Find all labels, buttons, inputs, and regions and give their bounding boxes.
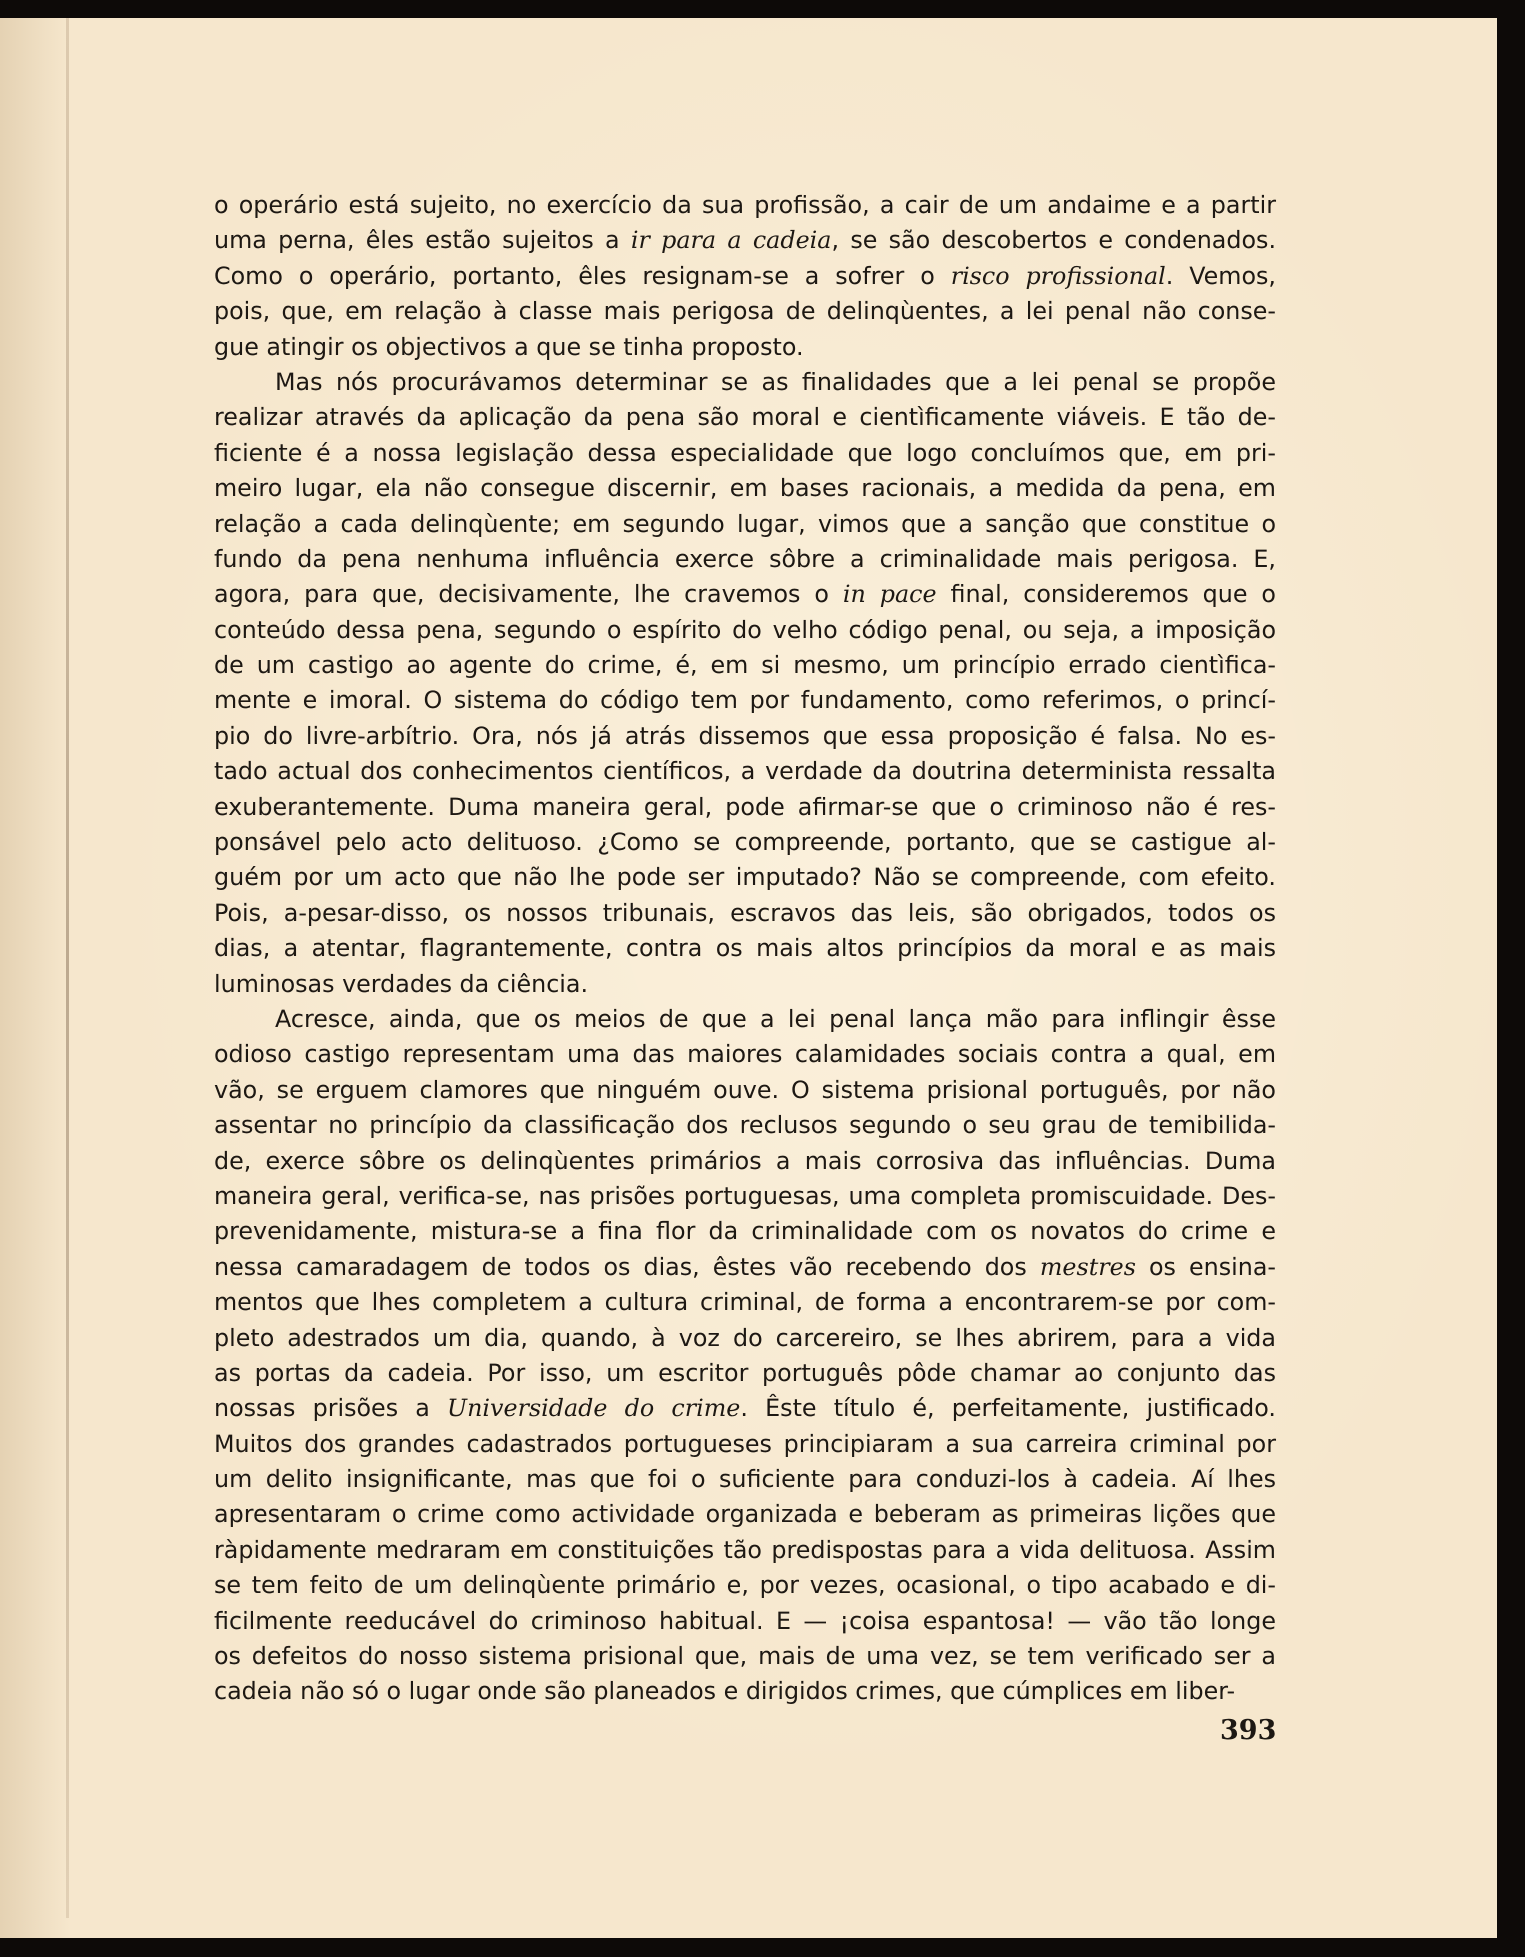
body-text: [214, 188, 1276, 1710]
text-line: [214, 542, 1276, 577]
text-run: os ensina-: [1135, 1252, 1276, 1281]
text-line: [214, 1073, 1276, 1108]
text-line: [214, 896, 1276, 931]
italic-phrase: Universidade do crime: [447, 1394, 741, 1423]
italic-phrase: ir para a cadeia: [630, 226, 832, 255]
text-run: nessa camaradagem de todos os dias, êstes vão recebendo dos: [214, 1252, 1040, 1281]
text-run: gue atingir os objectivos a que se tinha proposto.: [214, 332, 804, 361]
text-line: [214, 188, 1276, 223]
text-run: . Vemos,: [1165, 261, 1276, 290]
page-number: 393: [1220, 1715, 1277, 1746]
text-run: maneira geral, verifica-se, nas prisões portuguesas, uma completa promiscuidade. Des-: [214, 1181, 1276, 1210]
text-run: um delito insignificante, mas que foi o suficiente para conduzi-los à cadeia. Aí lhes: [214, 1465, 1276, 1494]
text-line: [214, 1427, 1276, 1462]
text-run: relação a cada delinqùente; em segundo lugar, vimos que a sanção que constitue o: [214, 509, 1276, 538]
text-run: os defeitos do nosso sistema prisional que, mais de uma vez, se tem verificado ser a: [214, 1642, 1276, 1671]
text-line: [214, 1179, 1276, 1214]
text-line: [214, 1321, 1276, 1356]
text-line: [214, 931, 1276, 966]
text-line: [214, 1285, 1276, 1320]
text-line: [214, 1497, 1276, 1532]
text-run: . Êste título é, perfeitamente, justificado.: [740, 1394, 1276, 1423]
text-run: fundo da pena nenhuma influência exerce sôbre a criminalidade mais perigosa. E,: [214, 544, 1276, 573]
text-run: odioso castigo representam uma das maiores calamidades sociais contra a qual, em: [214, 1040, 1276, 1069]
text-line: [214, 223, 1276, 258]
text-line: [214, 1250, 1276, 1285]
text-run: ponsável pelo acto delituoso. ¿Como se compreende, portanto, que se castigue al-: [214, 828, 1276, 857]
text-run: pois, que, em relação à classe mais perigosa de delinqùentes, a lei penal não conse-: [214, 297, 1276, 326]
text-line: [214, 648, 1276, 683]
text-run: o operário está sujeito, no exercício da sua profissão, a cair de um andaime e a partir: [214, 191, 1276, 219]
text-run: prevenidamente, mistura-se a fina flor da criminalidade com os novatos do crime e: [214, 1217, 1276, 1246]
text-line: [214, 1037, 1276, 1072]
text-line: [214, 1391, 1276, 1426]
text-line: [214, 1462, 1276, 1497]
italic-phrase: mestres: [1039, 1252, 1136, 1281]
text-run: Pois, a-pesar-disso, os nossos tribunais, escravos das leis, são obrigados, todos os: [214, 898, 1276, 927]
text-run: realizar através da aplicação da pena são moral e cientìficamente viáveis. E tão de-: [214, 403, 1276, 432]
text-run: meiro lugar, ela não consegue discernir, em bases racionais, a medida da pena, em: [214, 474, 1276, 503]
text-line: [214, 719, 1276, 754]
text-run: se tem feito de um delinqùente primário e, por vezes, ocasional, o tipo acabado e di-: [214, 1571, 1276, 1600]
text-line: [214, 825, 1276, 860]
italic-phrase: in pace: [842, 580, 937, 609]
text-run: mente e imoral. O sistema do código tem por fundamento, como referimos, o princí-: [214, 686, 1276, 715]
text-run: final, consideremos que o: [936, 580, 1276, 609]
text-run: vão, se erguem clamores que ninguém ouve. O sistema prisional português, por não: [214, 1075, 1276, 1104]
text-line: [214, 259, 1276, 294]
paragraph: [214, 188, 1276, 365]
text-run: Como o operário, portanto, êles resignam-se a sofrer o: [214, 261, 951, 290]
text-run: ràpidamente medraram em constituições tão predispostas para a vida delituosa. Assim: [214, 1535, 1276, 1564]
text-line: [214, 754, 1276, 789]
text-run: dias, a atentar, flagrantemente, contra os mais altos princípios da moral e as mais: [214, 934, 1276, 963]
text-run: apresentaram o crime como actividade organizada e beberam as primeiras lições que: [214, 1500, 1276, 1529]
text-line: [214, 1356, 1276, 1391]
text-line: [214, 1533, 1276, 1568]
text-run: as portas da cadeia. Por isso, um escritor português pôde chamar ao conjunto das: [214, 1358, 1276, 1387]
paragraph: [214, 365, 1276, 1002]
text-run: de, exerce sôbre os delinqùentes primários a mais corrosiva das influências. Duma: [214, 1146, 1276, 1175]
text-run: guém por um acto que não lhe pode ser imputado? Não se compreende, com efeito.: [214, 863, 1276, 892]
text-line: [214, 1604, 1276, 1639]
text-run: assentar no princípio da classificação dos reclusos segundo o seu grau de temibilida-: [214, 1111, 1276, 1140]
text-run: uma perna, êles estão sujeitos a: [214, 226, 631, 255]
text-line: [214, 683, 1276, 718]
text-run: Acresce, ainda, que os meios de que a lei penal lança mão para inflingir êsse: [275, 1004, 1276, 1033]
text-run: cadeia não só o lugar onde são planeados e dirigidos crimes, que cúmplices em liber-: [214, 1677, 1236, 1706]
text-run: agora, para que, decisivamente, lhe cravemos o: [214, 580, 843, 609]
text-run: Mas nós procurávamos determinar se as finalidades que a lei penal se propõe: [275, 367, 1276, 396]
text-line: [214, 400, 1276, 435]
text-line: [214, 365, 1276, 400]
text-run: exuberantemente. Duma maneira geral, pode afirmar-se que o criminoso não é res-: [214, 792, 1276, 821]
text-run: de um castigo ao agente do crime, é, em si mesmo, um princípio errado cientìfica-: [214, 651, 1276, 680]
text-line: [214, 1144, 1276, 1179]
text-run: ficilmente reeducável do criminoso habitual. E — ¡coisa espantosa! — vão tão longe: [214, 1606, 1276, 1635]
text-line: [214, 613, 1276, 648]
text-line: [214, 1568, 1276, 1603]
right-edge-shadow: [1497, 0, 1525, 1957]
text-line: [214, 330, 1276, 365]
text-line: [214, 1002, 1276, 1037]
text-run: ficiente é a nossa legislação dessa especialidade que logo concluímos que, em pri-: [214, 438, 1276, 467]
text-line: [214, 860, 1276, 895]
text-line: [214, 1674, 1276, 1709]
text-line: [214, 507, 1276, 542]
text-line: [214, 790, 1276, 825]
italic-phrase: risco profissional: [950, 261, 1166, 290]
binding-gutter: [66, 18, 69, 1918]
text-run: , se são descobertos e condenados.: [831, 226, 1277, 255]
text-run: pleto adestrados um dia, quando, à voz do carcereiro, se lhes abrirem, para a vida: [214, 1323, 1276, 1352]
text-run: nossas prisões a: [214, 1394, 448, 1423]
text-line: [214, 1639, 1276, 1674]
text-run: pio do livre-arbítrio. Ora, nós já atrás dissemos que essa proposição é falsa. No es-: [214, 721, 1276, 750]
text-run: mentos que lhes completem a cultura criminal, de forma a encontrarem-se por com-: [214, 1288, 1276, 1317]
paragraph: [214, 1002, 1276, 1710]
text-line: [214, 967, 1276, 1002]
text-run: tado actual dos conhecimentos científicos, a verdade da doutrina determinista ressalta: [214, 757, 1276, 786]
text-line: [214, 471, 1276, 506]
text-run: conteúdo dessa pena, segundo o espírito do velho código penal, ou seja, a imposição: [214, 615, 1276, 644]
text-line: [214, 436, 1276, 471]
text-run: luminosas verdades da ciência.: [214, 969, 589, 998]
text-line: [214, 1108, 1276, 1143]
text-line: [214, 1214, 1276, 1249]
text-line: [214, 577, 1276, 612]
text-run: Muitos dos grandes cadastrados portugueses principiaram a sua carreira criminal por: [214, 1429, 1276, 1458]
text-line: [214, 294, 1276, 329]
